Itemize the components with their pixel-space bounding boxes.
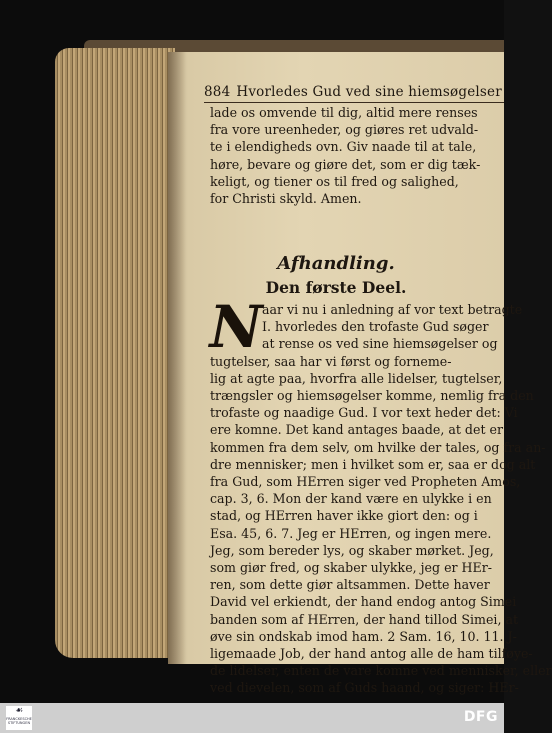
text-line: ligemaade Job, der hand antog alle de ham tilføye- [210, 646, 533, 662]
text-line: for Christi skyld. Amen. [210, 191, 362, 207]
gutter-shadow [168, 52, 186, 664]
text-line: som giør fred, og skaber ulykke, jeg er HEr- [210, 560, 493, 576]
page-number: 884 [204, 84, 231, 100]
drop-cap: N [209, 293, 263, 361]
section-heading: Afhandling. [277, 253, 395, 274]
text-line: te i elendigheds ovn. Giv naade til at tale, [210, 139, 477, 155]
text-line: stad, og HErren haver ikke giort den: og i [210, 508, 478, 524]
running-head-title: Hvorledes Gud ved sine hiemsøgelser [236, 84, 502, 100]
text-line: banden som af HErren, der hand tillod Simei, at [210, 611, 519, 627]
text-line: trængsler og hiemsøgelser komme, nemlig fra den [210, 388, 534, 404]
book-page-edges [55, 48, 175, 658]
prayer-paragraph [210, 104, 500, 207]
logo-mark-icon: ☙ [14, 706, 24, 716]
section-subheading: Den første Deel. [265, 278, 407, 297]
text-line: høre, bevare og giøre det, som er dig tæk- [210, 156, 481, 172]
text-line: trofaste og naadige Gud. I vor text heder det: Vi [210, 405, 518, 421]
running-head [204, 84, 504, 103]
text-line: I. hvorledes den trofaste Gud søger [262, 319, 489, 335]
text-line: fra vore ureenheder, og giøres ret udvald- [210, 122, 479, 138]
book-page [168, 52, 552, 696]
text-line: de lidelser, enten de vare komne ved mennisker, eller [210, 663, 552, 679]
franckesche-stiftungen-logo[interactable] [6, 706, 32, 730]
text-line: keligt, og tiener os til fred og salighed, [210, 173, 459, 189]
text-line: Esa. 45, 6. 7. Jeg er HErren, og ingen mere. [210, 525, 492, 541]
text-line: at rense os ved sine hiemsøgelser og [262, 336, 498, 352]
text-line: ere komne. Det kand antages baade, at det er [210, 422, 503, 438]
logo-text: FRANCKESCHE STIFTUNGEN [6, 717, 32, 725]
text-line: cap. 3, 6. Mon der kand være en ulykke i en [210, 491, 492, 507]
text-line: aar vi nu i anledning af vor text betragte [262, 302, 523, 317]
text-line: øve sin ondskab imod ham. 2 Sam. 16, 10. 11. J- [210, 628, 517, 644]
text-line: fra Gud, som HErren siger ved Propheten Amos, [210, 474, 521, 490]
text-line: ved dievelen, som af Guds haand, og siger: HEr- [210, 680, 519, 696]
text-line: dre mennisker; men i hvilket som er, saa er dog alt [210, 456, 536, 472]
dfg-logo[interactable]: DFG [463, 709, 498, 725]
text-line: ren, som dette giør altsammen. Dette haver [210, 577, 490, 593]
body-paragraph [209, 293, 552, 714]
text-line: Jeg, som bereder lys, og skaber mørket. Jeg, [210, 542, 494, 558]
text-line: David vel erkiendt, der hand endog antog Simei [210, 594, 517, 610]
text-line: kommen fra dem selv, om hvilke der tales, og fra an- [210, 439, 546, 455]
footer-bar [0, 703, 504, 733]
text-line: tugtelser, saa har vi først og forneme- [210, 353, 452, 369]
text-line: lade os omvende til dig, altid mere renses [210, 105, 478, 120]
text-line: lig at agte paa, hvorfra alle lidelser, tugtelser, [210, 370, 503, 386]
